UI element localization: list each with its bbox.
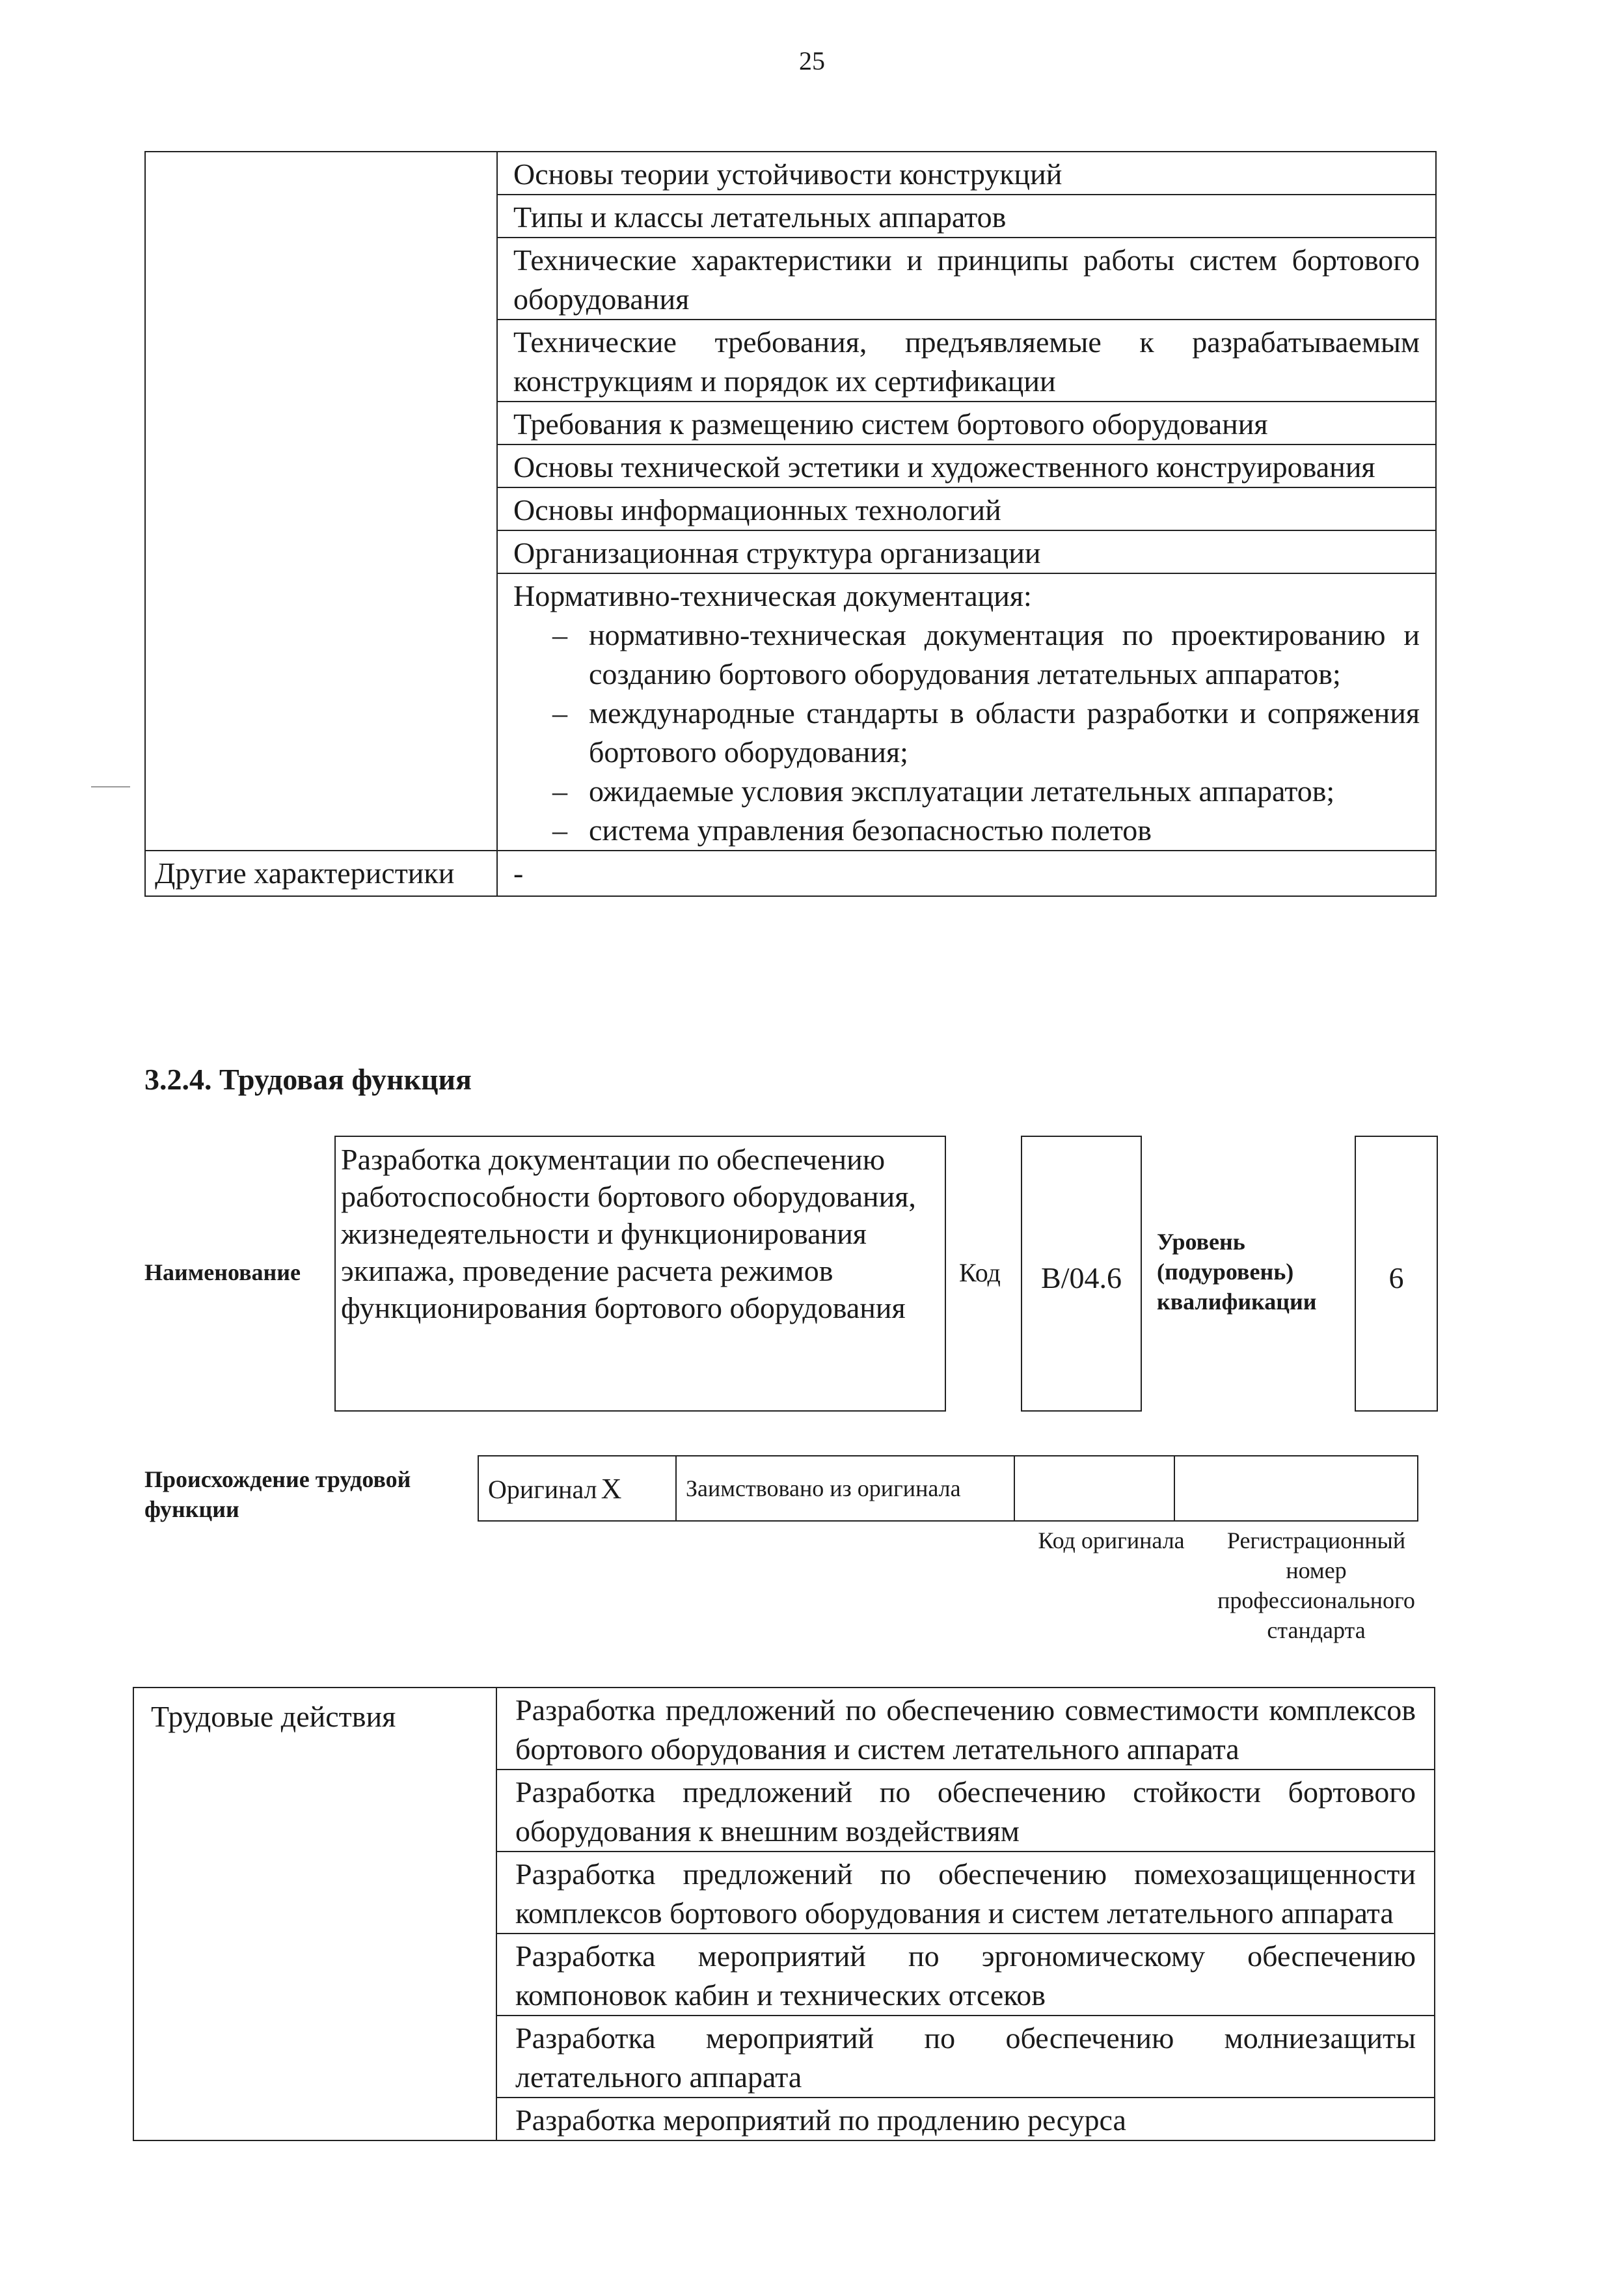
knowledge-item: Технические характеристики и принципы работы систем бортового оборудования — [497, 238, 1436, 320]
origin-original-label: Оригинал — [488, 1474, 597, 1504]
knowledge-label-cell — [145, 152, 497, 851]
origin-reg-caption: Регистрационный номер профессионального стандарта — [1217, 1527, 1415, 1643]
labor-action-item: Разработка мероприятий по продлению ресурса — [496, 2098, 1435, 2140]
normative-docs-cell — [497, 573, 1436, 851]
labor-actions-label: Трудовые действия — [133, 1688, 496, 2140]
section-title: 3.2.4. Трудовая функция — [144, 1063, 472, 1096]
knowledge-item: Организационная структура организации — [497, 530, 1436, 573]
knowledge-item: Основы теории устойчивости конструкций — [497, 152, 1436, 195]
function-name-box: Разработка документации по обеспечению работоспособности бортового оборудования, жизнедеятельности и функционирования экипажа, проведение расчета режимов функционирования бортового оборудования — [334, 1136, 946, 1412]
code-label: Код — [959, 1258, 1001, 1287]
origin-code-caption: Код оригинала — [1038, 1527, 1185, 1553]
table-row — [145, 152, 1436, 195]
list-item: – система управления безопасностью полетов — [513, 811, 1420, 850]
table-row — [133, 1688, 1435, 1770]
labor-action-item: Разработка предложений по обеспечению совместимости комплексов бортового оборудования и систем летательного аппарата — [496, 1688, 1435, 1770]
normative-list — [513, 616, 1420, 850]
normative-heading: Нормативно-техническая документация: — [513, 579, 1032, 612]
knowledge-item: Типы и классы летательных аппаратов — [497, 195, 1436, 238]
labor-actions-table — [133, 1687, 1435, 2141]
page-number: 25 — [799, 46, 825, 75]
origin-original-cell — [478, 1456, 676, 1521]
labor-action-item: Разработка предложений по обеспечению стойкости бортового оборудования к внешним воздействиям — [496, 1770, 1435, 1852]
function-code-box: B/04.6 — [1021, 1136, 1142, 1412]
origin-reg-number-cell — [1174, 1456, 1418, 1521]
list-item: – ожидаемые условия эксплуатации летательных аппаратов; — [513, 772, 1420, 811]
origin-original-mark: X — [601, 1472, 622, 1505]
labor-action-item: Разработка мероприятий по обеспечению молниезащиты летательного аппарата — [496, 2016, 1435, 2098]
table-row — [478, 1456, 1418, 1521]
origin-code-cell — [1014, 1456, 1174, 1521]
list-item: – нормативно-техническая документация по проектированию и созданию бортового оборудования летательных аппаратов; — [513, 616, 1420, 694]
knowledge-item: Технические требования, предъявляемые к разрабатываемым конструкциям и порядок их сертификации — [497, 320, 1436, 402]
qualification-level-box: 6 — [1355, 1136, 1438, 1412]
origin-label: Происхождение трудовой функции — [144, 1466, 411, 1522]
list-item: – международные стандарты в области разработки и сопряжения бортового оборудования; — [513, 694, 1420, 772]
labor-action-item: Разработка предложений по обеспечению помехозащищенности комплексов бортового оборудования и систем летательного аппарата — [496, 1852, 1435, 1934]
knowledge-item: Основы технической эстетики и художественного конструирования — [497, 444, 1436, 487]
other-characteristics-value: - — [497, 851, 1436, 896]
name-label: Наименование — [144, 1259, 301, 1285]
qualification-level-label: Уровень (подуровень) квалификации — [1157, 1229, 1317, 1315]
labor-action-item: Разработка мероприятий по эргономическому обеспечению компоновок кабин и технических отсеков — [496, 1934, 1435, 2016]
knowledge-item: Основы информационных технологий — [497, 487, 1436, 530]
table-row — [145, 851, 1436, 896]
knowledge-item: Требования к размещению систем бортового оборудования — [497, 402, 1436, 444]
knowledge-table — [144, 151, 1437, 897]
origin-borrowed-cell: Заимствовано из оригинала — [676, 1456, 1014, 1521]
margin-mark — [91, 786, 130, 787]
other-characteristics-label: Другие характеристики — [145, 851, 497, 896]
origin-table — [478, 1455, 1418, 1522]
